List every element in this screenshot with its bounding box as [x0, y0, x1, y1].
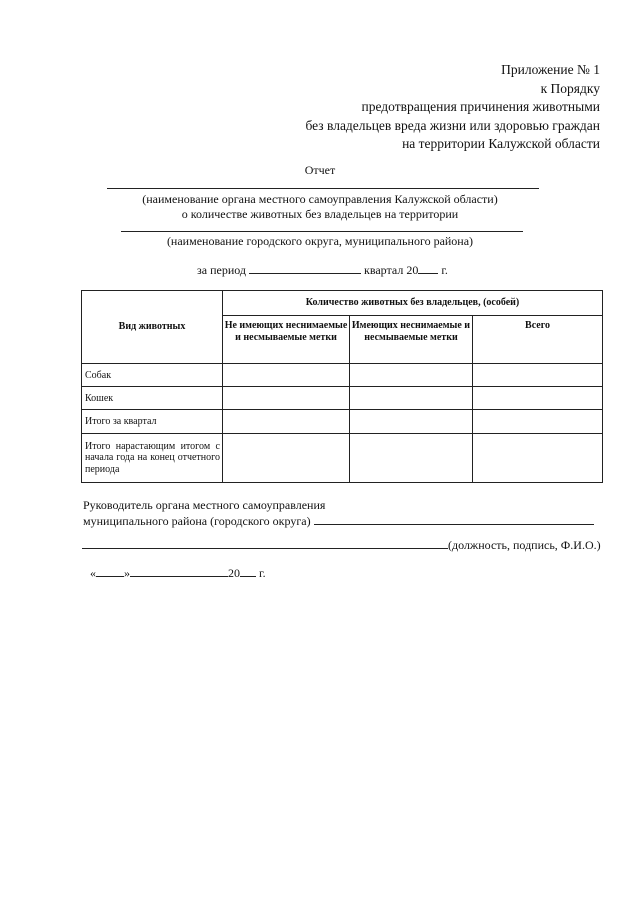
row-label-cats: Кошек: [82, 387, 223, 410]
position-signature-blank: [82, 537, 448, 549]
date-line: [90, 565, 266, 581]
period-prefix: за период: [197, 263, 246, 277]
cell-quarter-no-tags[interactable]: [223, 410, 350, 434]
org-name-caption: (наименование органа местного самоуправления Калужской области): [142, 192, 498, 206]
annex-line-5: на территории Калужской области: [402, 136, 600, 151]
header-total: Всего: [473, 316, 603, 364]
period-line: [197, 262, 448, 278]
row-label-dogs: Собак: [82, 364, 223, 387]
annex-line-1: Приложение № 1: [501, 62, 600, 77]
org-name-blank-line: [107, 188, 539, 189]
row-label-cumulative-text: Итого нарастающим итогом с начала года на конец отчетного периода: [85, 440, 220, 475]
signature-district-blank: [314, 513, 594, 525]
row-label-quarter-total: Итого за квартал: [82, 410, 223, 434]
date-close-quote: »: [124, 566, 130, 580]
annex-line-2: к Порядку: [540, 80, 600, 96]
date-month-blank: [130, 565, 228, 577]
date-year-suffix: г.: [259, 566, 266, 580]
header-count-group: Количество животных без владельцев, (особей): [223, 291, 603, 316]
cell-quarter-with-tags[interactable]: [350, 410, 473, 434]
table-row: [82, 364, 603, 387]
table-row: [82, 410, 603, 434]
signature-line-2-row: [83, 513, 594, 529]
date-year-blank: [240, 565, 256, 577]
cell-cats-no-tags[interactable]: [223, 387, 350, 410]
header-no-tags: Не имеющих неснимаемые и несмываемые метки: [223, 316, 350, 364]
header-animal-type: Вид животных: [82, 291, 223, 364]
district-name-caption: (наименование городского округа, муниципального района): [166, 234, 474, 248]
position-signature-row: [82, 537, 602, 553]
cell-cats-total[interactable]: [473, 387, 603, 410]
annex-line-3: предотвращения причинения животными: [361, 99, 600, 114]
cell-dogs-total[interactable]: [473, 364, 603, 387]
cell-cumulative-total[interactable]: [473, 434, 603, 483]
row-label-cumulative-total: [82, 434, 223, 483]
quarter-label: квартал 20: [364, 263, 419, 277]
cell-dogs-no-tags[interactable]: [223, 364, 350, 387]
annex-line-4: без владельцев вреда жизни или здоровью граждан: [305, 117, 600, 133]
cell-dogs-with-tags[interactable]: [350, 364, 473, 387]
year-suffix: г.: [441, 263, 448, 277]
signature-line-1: Руководитель органа местного самоуправления: [83, 498, 326, 512]
report-title: Отчет: [304, 163, 336, 177]
about-line: о количестве животных без владельцев на территории: [181, 207, 459, 221]
period-blank: [249, 262, 361, 274]
date-open-quote: «: [90, 566, 96, 580]
signature-block: [83, 497, 594, 529]
cell-quarter-total[interactable]: [473, 410, 603, 434]
date-year-prefix: 20: [228, 566, 240, 580]
date-day-blank: [96, 565, 124, 577]
cell-cats-with-tags[interactable]: [350, 387, 473, 410]
table-row: [82, 387, 603, 410]
cell-cumulative-with-tags[interactable]: [350, 434, 473, 483]
district-name-blank-line: [121, 231, 523, 232]
report-table: [81, 290, 603, 483]
annex-header: [305, 61, 600, 154]
cell-cumulative-no-tags[interactable]: [223, 434, 350, 483]
position-caption: (должность, подпись, Ф.И.О.): [448, 538, 601, 552]
signature-line-2: муниципального района (городского округа): [83, 514, 311, 528]
table-row: [82, 434, 603, 483]
header-with-tags: Имеющих неснимаемые и несмываемые метки: [350, 316, 473, 364]
year-blank: [418, 262, 438, 274]
